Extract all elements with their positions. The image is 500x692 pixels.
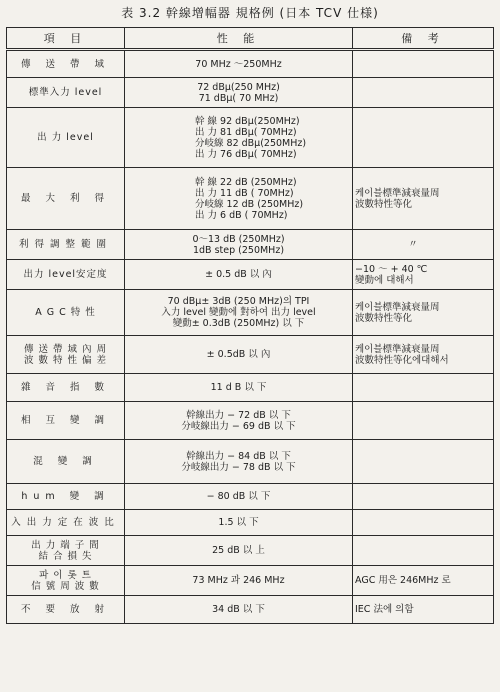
row-item-cell bbox=[7, 336, 125, 374]
row-note-text: 波數特性等化 bbox=[355, 312, 413, 324]
row-spec-cell bbox=[125, 510, 353, 536]
table-row bbox=[7, 168, 494, 230]
row-spec-text: 分岐線出力 − 69 dB 以 下 bbox=[181, 420, 296, 432]
row-spec-text: 幹 線 22 dB (250MHz) bbox=[195, 176, 297, 188]
row-spec-text: 出 力 6 dB ( 70MHz) bbox=[195, 209, 288, 221]
table-row bbox=[7, 374, 494, 402]
row-note-cell bbox=[353, 596, 494, 624]
row-spec-text: 入力 level 變動에 對하여 出力 level bbox=[161, 307, 316, 318]
row-item-cell bbox=[7, 260, 125, 290]
row-item-cell bbox=[7, 596, 125, 624]
row-spec-cell bbox=[125, 402, 353, 440]
table-row bbox=[7, 510, 494, 536]
row-note-cell bbox=[353, 230, 494, 260]
row-note-cell bbox=[353, 336, 494, 374]
row-note-text: 波數特性等化에대해서 bbox=[355, 354, 449, 366]
row-item-text: 混 變 調 bbox=[33, 456, 98, 467]
row-spec-text: ± 0.5dB 以 內 bbox=[206, 349, 271, 360]
row-note-cell bbox=[353, 566, 494, 596]
row-note-cell bbox=[353, 108, 494, 168]
row-item-cell bbox=[7, 50, 125, 78]
row-spec-text: 幹 線 92 dBμ(250MHz) bbox=[195, 115, 300, 127]
row-item-cell bbox=[7, 230, 125, 260]
row-note-cell bbox=[353, 168, 494, 230]
row-spec-cell bbox=[125, 168, 353, 230]
row-item-text: 波 數 特 性 偏 差 bbox=[23, 354, 108, 366]
row-item-cell bbox=[7, 402, 125, 440]
row-spec-text: 出 力 76 dBμ( 70MHz) bbox=[195, 148, 297, 160]
row-spec-cell bbox=[125, 374, 353, 402]
row-note-cell bbox=[353, 374, 494, 402]
row-item-text: 傳 送 帶 域 內 周 bbox=[23, 343, 108, 355]
row-spec-cell bbox=[125, 596, 353, 624]
row-item-text: 相 互 變 調 bbox=[20, 415, 111, 426]
table-row bbox=[7, 230, 494, 260]
row-item-text: 結 合 損 失 bbox=[38, 550, 93, 562]
table-row bbox=[7, 402, 494, 440]
table-caption: 表 3.2 幹線增幅器 規格例 (日本 TCV 仕様) bbox=[121, 6, 379, 20]
row-item-cell bbox=[7, 78, 125, 108]
row-note-text: 케이블標準減衰量周 bbox=[355, 301, 440, 313]
row-item-text: 標準入力 level bbox=[28, 87, 103, 98]
row-item-cell bbox=[7, 536, 125, 566]
row-spec-text: 1dB step (250MHz) bbox=[192, 244, 285, 256]
row-spec-cell bbox=[125, 484, 353, 510]
row-item-text: 雜 音 指 數 bbox=[20, 382, 111, 393]
row-item-text: 信 號 周 波 數 bbox=[31, 580, 100, 592]
row-spec-text: 分岐線 82 dBμ(250MHz) bbox=[195, 137, 307, 149]
row-note-text: 케이블標準減衰量周 bbox=[355, 187, 440, 199]
table-row bbox=[7, 50, 494, 78]
row-item-text: 最 大 利 得 bbox=[20, 193, 111, 204]
row-item-cell bbox=[7, 566, 125, 596]
row-spec-text: 出 力 81 dBμ( 70MHz) bbox=[195, 126, 297, 138]
row-spec-text: 71 dBμ( 70 MHz) bbox=[198, 92, 279, 104]
row-item-text: hum 變 調 bbox=[21, 491, 110, 502]
row-spec-text: 變動± 0.3dB (250MHz) 以 下 bbox=[172, 318, 305, 329]
row-note-text: 케이블標準減衰量周 bbox=[355, 343, 440, 355]
spec-table bbox=[6, 27, 494, 624]
row-note-cell bbox=[353, 78, 494, 108]
row-note-cell bbox=[353, 484, 494, 510]
table-row bbox=[7, 484, 494, 510]
row-spec-cell bbox=[125, 290, 353, 336]
row-item-text: 出 力 level bbox=[37, 132, 94, 143]
row-item-cell bbox=[7, 484, 125, 510]
table-header-row bbox=[7, 28, 494, 50]
row-note-text: 〃 bbox=[408, 239, 418, 250]
row-spec-text: 出 力 11 dB ( 70MHz) bbox=[195, 187, 294, 199]
table-row bbox=[7, 108, 494, 168]
row-note-text: IEC 法에 의함 bbox=[355, 604, 414, 615]
row-item-text: 不 要 放 射 bbox=[20, 604, 111, 615]
row-spec-cell bbox=[125, 336, 353, 374]
row-item-text: 傳 送 帶 域 bbox=[20, 58, 111, 70]
row-item-text: 出力 level安定度 bbox=[23, 269, 108, 280]
row-spec-cell bbox=[125, 566, 353, 596]
row-item-text: 利得調整範圍 bbox=[18, 239, 112, 250]
table-body bbox=[7, 50, 494, 624]
row-item-cell bbox=[7, 168, 125, 230]
row-spec-text: 70 dBμ± 3dB (250 MHz)의 TPI bbox=[167, 296, 310, 307]
row-spec-text: 25 dB 以 上 bbox=[212, 545, 265, 556]
row-note-text: AGC 用은 246MHz 로 bbox=[355, 575, 451, 586]
row-spec-text: 分岐線 12 dB (250MHz) bbox=[195, 198, 304, 210]
row-spec-text: 幹線出力 − 72 dB 以 下 bbox=[186, 409, 291, 421]
row-spec-text: − 80 dB 以 下 bbox=[206, 491, 271, 502]
row-item-text: A G C 特 性 bbox=[35, 307, 96, 318]
row-item-cell bbox=[7, 440, 125, 484]
header-note: 備 考 bbox=[353, 28, 494, 50]
row-spec-cell bbox=[125, 440, 353, 484]
row-note-text: −10 ～ + 40 ℃ bbox=[355, 263, 428, 275]
row-spec-text: 11 d B 以 下 bbox=[210, 382, 267, 393]
table-row bbox=[7, 566, 494, 596]
table-row bbox=[7, 596, 494, 624]
row-note-cell bbox=[353, 402, 494, 440]
table-row bbox=[7, 260, 494, 290]
row-note-text: 變動에 대해서 bbox=[355, 274, 414, 286]
row-note-cell bbox=[353, 290, 494, 336]
row-item-text: 出 力 端 子 間 bbox=[31, 539, 100, 551]
row-spec-text: 分岐線出力 − 78 dB 以 下 bbox=[181, 461, 296, 473]
row-note-cell bbox=[353, 50, 494, 78]
row-spec-text: 72 dBμ(250 MHz) bbox=[197, 81, 280, 93]
row-note-cell bbox=[353, 440, 494, 484]
row-item-text: 파 이 롯 트 bbox=[39, 569, 92, 581]
row-note-cell bbox=[353, 536, 494, 566]
row-note-text: 波數特性等化 bbox=[355, 198, 413, 210]
row-item-cell bbox=[7, 290, 125, 336]
row-note-cell bbox=[353, 510, 494, 536]
row-spec-text: ± 0.5 dB 以 內 bbox=[205, 269, 272, 280]
row-item-cell bbox=[7, 510, 125, 536]
row-item-text: 入出力定在波比 bbox=[11, 517, 120, 528]
row-spec-text: 70 MHz ～250MHz bbox=[195, 58, 282, 70]
row-spec-text: 1.5 以 下 bbox=[218, 517, 259, 528]
row-spec-text: 0～13 dB (250MHz) bbox=[192, 233, 285, 245]
table-row bbox=[7, 78, 494, 108]
row-item-cell bbox=[7, 108, 125, 168]
header-spec: 性 能 bbox=[125, 28, 353, 50]
row-spec-text: 幹線出力 − 84 dB 以 下 bbox=[186, 450, 291, 462]
table-row bbox=[7, 336, 494, 374]
row-spec-cell bbox=[125, 260, 353, 290]
table-row bbox=[7, 536, 494, 566]
row-spec-cell bbox=[125, 536, 353, 566]
row-spec-text: 73 MHz 과 246 MHz bbox=[192, 575, 285, 586]
table-row bbox=[7, 440, 494, 484]
row-spec-text: 34 dB 以 下 bbox=[212, 604, 265, 615]
row-spec-cell bbox=[125, 78, 353, 108]
row-note-cell bbox=[353, 260, 494, 290]
row-spec-cell bbox=[125, 50, 353, 78]
row-item-cell bbox=[7, 374, 125, 402]
header-item: 項 目 bbox=[7, 28, 125, 50]
row-spec-cell bbox=[125, 108, 353, 168]
row-spec-cell bbox=[125, 230, 353, 260]
table-row bbox=[7, 290, 494, 336]
